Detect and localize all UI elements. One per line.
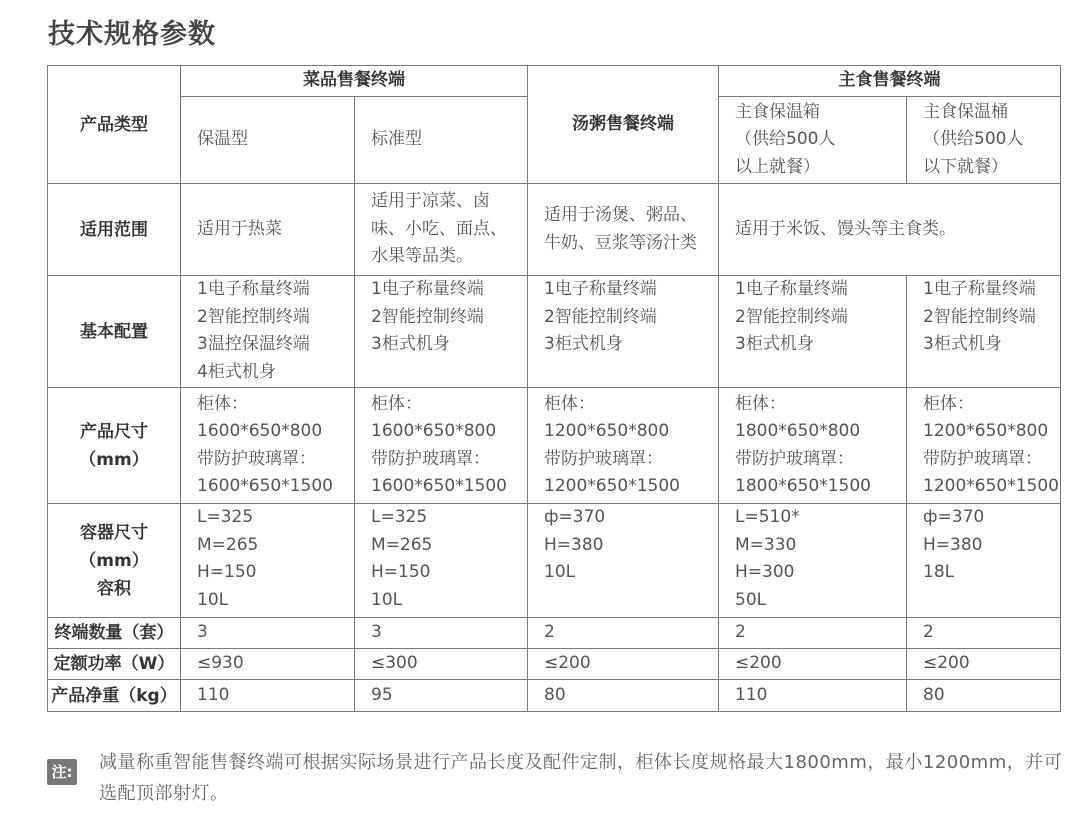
- row-label-scope: 适用范围: [48, 184, 181, 276]
- cell-power-4: ≤200: [719, 649, 907, 680]
- table-row: [48, 184, 1061, 276]
- cell-container-5: ф=370 H=380 18L: [907, 504, 1061, 618]
- table-row: [48, 618, 1061, 649]
- cell-weight-3: 80: [528, 680, 719, 712]
- cell-type-staple-box: 主食保温箱 （供给500人 以上就餐）: [719, 97, 907, 184]
- cell-size-3: 柜体： 1200*650*800 带防护玻璃罩： 1200*650*1500: [528, 388, 719, 504]
- cell-container-4: L=510* M=330 H=300 50L: [719, 504, 907, 618]
- row-label-size: 产品尺寸 （mm）: [48, 388, 181, 504]
- table-row: [48, 649, 1061, 680]
- group-header-dishes: 菜品售餐终端: [181, 66, 528, 97]
- page-title: 技术规格参数: [48, 19, 216, 50]
- cell-power-1: ≤930: [181, 649, 355, 680]
- cell-weight-5: 80: [907, 680, 1061, 712]
- table-row: [48, 388, 1061, 504]
- cell-power-3: ≤200: [528, 649, 719, 680]
- cell-scope-2: 适用于凉菜、卤 味、小吃、面点、 水果等品类。: [355, 184, 528, 276]
- cell-weight-2: 95: [355, 680, 528, 712]
- cell-count-5: 2: [907, 618, 1061, 649]
- cell-weight-4: 110: [719, 680, 907, 712]
- table-row: [48, 680, 1061, 712]
- cell-size-2: 柜体： 1600*650*800 带防护玻璃罩： 1600*650*1500: [355, 388, 528, 504]
- cell-type-standard: 标准型: [355, 97, 528, 184]
- row-label-config: 基本配置: [48, 276, 181, 388]
- cell-count-4: 2: [719, 618, 907, 649]
- cell-container-1: L=325 M=265 H=150 10L: [181, 504, 355, 618]
- cell-container-2: L=325 M=265 H=150 10L: [355, 504, 528, 618]
- cell-scope-1: 适用于热菜: [181, 184, 355, 276]
- cell-count-3: 2: [528, 618, 719, 649]
- spec-table: [47, 65, 1061, 712]
- cell-config-4: 1电子称量终端 2智能控制终端 3柜式机身: [719, 276, 907, 388]
- cell-size-1: 柜体： 1600*650*800 带防护玻璃罩： 1600*650*1500: [181, 388, 355, 504]
- row-label-container: 容器尺寸 （mm） 容积: [48, 504, 181, 618]
- cell-power-5: ≤200: [907, 649, 1061, 680]
- cell-power-2: ≤300: [355, 649, 528, 680]
- cell-container-3: ф=370 H=380 10L: [528, 504, 719, 618]
- cell-size-4: 柜体： 1800*650*800 带防护玻璃罩： 1800*650*1500: [719, 388, 907, 504]
- row-label-power: 定额功率（W）: [48, 649, 181, 680]
- cell-type-staple-bucket: 主食保温桶 （供给500人 以下就餐）: [907, 97, 1061, 184]
- note-badge: 注:: [47, 759, 77, 785]
- row-label-weight: 产品净重（kg）: [48, 680, 181, 712]
- cell-count-1: 3: [181, 618, 355, 649]
- col-header-soup: 汤粥售餐终端: [528, 66, 719, 184]
- cell-weight-1: 110: [181, 680, 355, 712]
- table-header-row: [48, 66, 1061, 97]
- cell-config-3: 1电子称量终端 2智能控制终端 3柜式机身: [528, 276, 719, 388]
- group-header-staple: 主食售餐终端: [719, 66, 1061, 97]
- cell-count-2: 3: [355, 618, 528, 649]
- table-row: [48, 276, 1061, 388]
- cell-size-5: 柜体： 1200*650*800 带防护玻璃罩： 1200*650*1500: [907, 388, 1061, 504]
- note-text: 减量称重智能售餐终端可根据实际场景进行产品长度及配件定制，柜体长度规格最大1800mm，最小1200mm，并可选配顶部射灯。: [99, 752, 1063, 804]
- cell-config-2: 1电子称量终端 2智能控制终端 3柜式机身: [355, 276, 528, 388]
- table-row: [48, 504, 1061, 618]
- cell-scope-3: 适用于汤煲、粥品、 牛奶、豆浆等汤汁类: [528, 184, 719, 276]
- cell-config-5: 1电子称量终端 2智能控制终端 3柜式机身: [907, 276, 1061, 388]
- row-label-count: 终端数量（套）: [48, 618, 181, 649]
- cell-config-1: 1电子称量终端 2智能控制终端 3温控保温终端 4柜式机身: [181, 276, 355, 388]
- cell-scope-staple: 适用于米饭、馒头等主食类。: [719, 184, 1061, 276]
- cell-type-warm: 保温型: [181, 97, 355, 184]
- row-label-product-type: 产品类型: [48, 66, 181, 184]
